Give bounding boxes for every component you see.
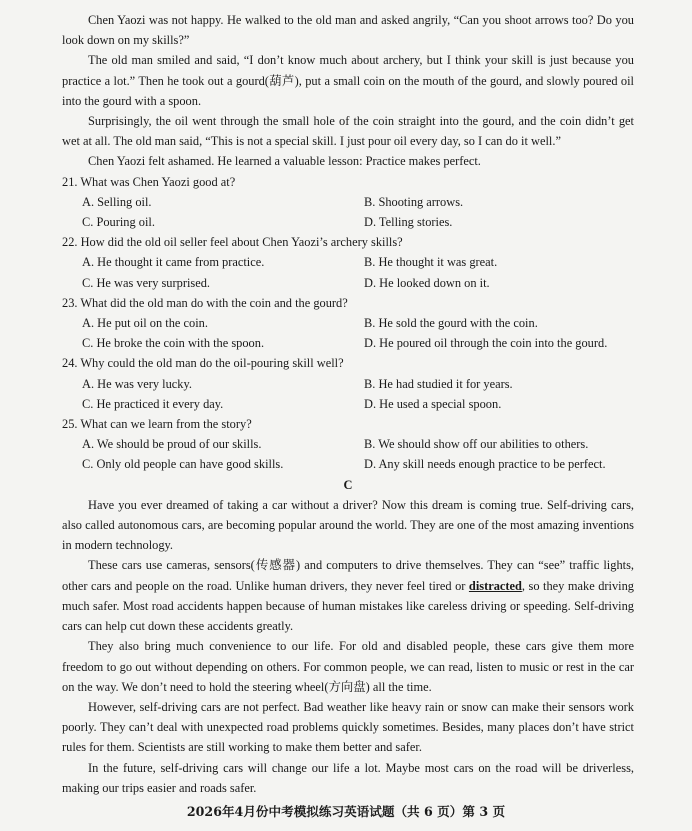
option-a: A. Selling oil. bbox=[82, 194, 152, 209]
option-d: D. Telling stories. bbox=[364, 215, 453, 230]
paragraph: Chen Yaozi felt ashamed. He learned a valuable lesson: Practice makes perfect. bbox=[88, 154, 481, 169]
underlined-word: distracted bbox=[468, 578, 522, 593]
option-a: A. He was very lucky. bbox=[82, 376, 192, 391]
option-c: C. He was very surprised. bbox=[82, 275, 211, 290]
question-stem: 21. What was Chen Yaozi good at? bbox=[62, 174, 236, 189]
option-d: D. Any skill needs enough practice to be perfect. bbox=[364, 457, 606, 472]
question-stem: 22. How did the old oil seller feel about Chen Yaozi’s archery skills? bbox=[62, 235, 403, 250]
option-a: A. He thought it came from practice. bbox=[82, 255, 265, 270]
option-c: C. Only old people can have good skills. bbox=[82, 457, 284, 472]
paragraph: Surprisingly, the oil went through the small hole of the coin straight into the gourd, and the coin didn’t get wet at all. The old man said, “This is not a special skill. I just pour oil every day, so I can do it well.” bbox=[62, 114, 634, 149]
question-24 bbox=[62, 353, 634, 414]
paragraph: Have you ever dreamed of taking a car without a driver? Now this dream is coming true. Self-driving cars, also called autonomous cars, are becoming popular around the world. They are one of the most amazing inventions in modern technology. bbox=[62, 497, 634, 553]
question-stem: 24. Why could the old man do the oil-pouring skill well? bbox=[62, 356, 344, 371]
paragraph-text: , so they make driving much safer. Most road accidents happen because of human mistakes like careless driving or speeding. Self-driving cars can help cut down these accidents greatly. bbox=[62, 578, 635, 634]
paragraph: However, self-driving cars are not perfect. Bad weather like heavy rain or snow can make their sensors work poorly. They can’t deal with unexpected road problems quickly sometimes. Besides, many places don’t have strict rules for them. Scientists are still working to make them better and safer. bbox=[62, 699, 634, 755]
paragraph: Chen Yaozi was not happy. He walked to the old man and asked angrily, “Can you shoot arrows too? Do you look down on my skills?” bbox=[62, 13, 634, 48]
question-stem: 23. What did the old man do with the coin and the gourd? bbox=[62, 295, 348, 310]
question-stem: 25. What can we learn from the story? bbox=[62, 417, 252, 432]
option-grid bbox=[62, 192, 634, 232]
option-b: B. He had studied it for years. bbox=[364, 376, 513, 391]
paragraph: In the future, self-driving cars will change our life a lot. Maybe most cars on the road will be driverless, making our trips easier and roads safer. bbox=[62, 760, 634, 795]
passage-b-continued bbox=[62, 10, 634, 172]
option-b: B. Shooting arrows. bbox=[364, 194, 464, 209]
option-b: B. He thought it was great. bbox=[364, 255, 498, 270]
option-c: C. Pouring oil. bbox=[82, 215, 155, 230]
question-25 bbox=[62, 414, 634, 475]
option-d: D. He looked down on it. bbox=[364, 275, 490, 290]
option-b: B. We should show off our abilities to others. bbox=[364, 437, 589, 452]
paragraph-text: These cars use cameras, sensors(传感器) and computers to drive themselves. They can “see” traffic lights, other cars and people on the road. Unlike human drivers, they never feel tired or bbox=[62, 558, 634, 593]
question-23 bbox=[62, 293, 634, 354]
page-footer: 2026年4月份中考模拟练习英语试题（共 6 页）第 3 页 bbox=[186, 804, 506, 819]
option-d: D. He used a special spoon. bbox=[364, 396, 502, 411]
question-21 bbox=[62, 172, 634, 233]
paragraph: They also bring much convenience to our life. For old and disabled people, these cars give them more freedom to go out without depending on others. For common people, we can read, listen to music or rest in the car on the way. We don’t need to hold the steering wheel(方向盘) all the time. bbox=[62, 639, 634, 694]
option-b: B. He sold the gourd with the coin. bbox=[364, 316, 538, 331]
section-heading: C bbox=[343, 477, 353, 492]
paragraph bbox=[62, 555, 634, 636]
option-a: A. We should be proud of our skills. bbox=[82, 437, 262, 452]
option-grid bbox=[62, 313, 634, 353]
option-grid bbox=[62, 374, 634, 414]
option-grid bbox=[62, 434, 634, 474]
option-c: C. He practiced it every day. bbox=[82, 396, 224, 411]
question-22 bbox=[62, 232, 634, 293]
option-c: C. He broke the coin with the spoon. bbox=[82, 336, 265, 351]
option-a: A. He put oil on the coin. bbox=[82, 316, 208, 331]
paragraph: The old man smiled and said, “I don’t know much about archery, but I think your skill is just because you practice a lot.” Then he took out a gourd(葫芦), put a small coin on the mouth of the gourd, and slowly poured oil into the gourd with a spoon. bbox=[62, 53, 634, 108]
passage-c bbox=[62, 495, 634, 798]
option-d: D. He poured oil through the coin into the gourd. bbox=[364, 336, 608, 351]
option-grid bbox=[62, 252, 634, 292]
question-list bbox=[62, 172, 634, 475]
